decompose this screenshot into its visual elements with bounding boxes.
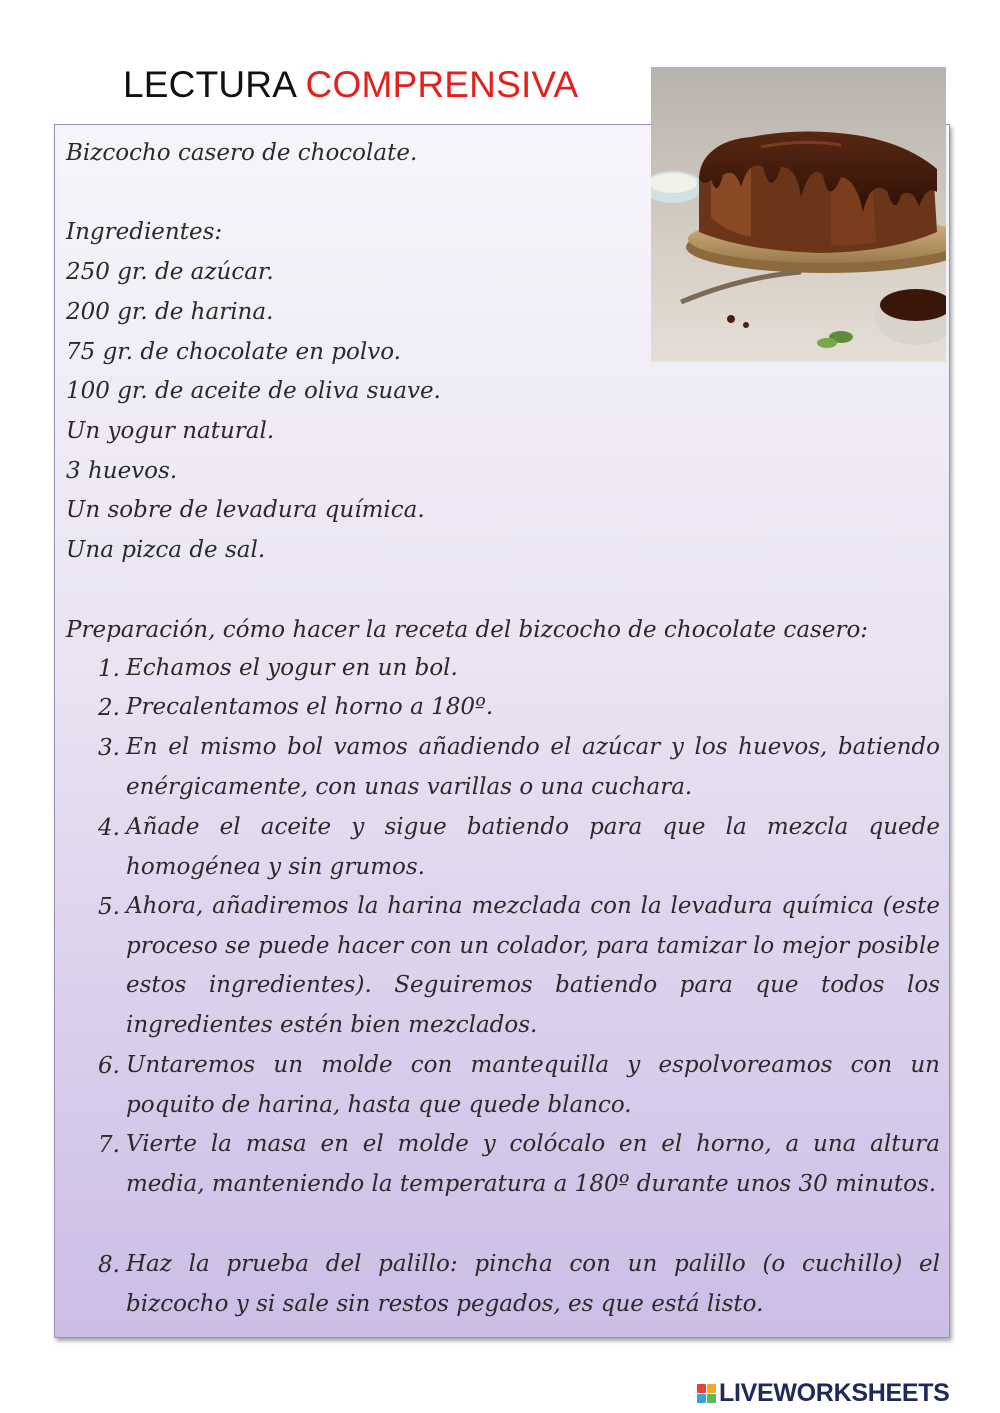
step-text: En el mismo bol vamos añadiendo el azúcar y los huevos, batiendo enérgicamente, con unas varillas o una cuchara.: [126, 734, 940, 800]
ingredient-item: 75 gr. de chocolate en polvo.: [66, 339, 401, 365]
ingredient-item: 3 huevos.: [66, 458, 178, 484]
step-number: 7.: [98, 1132, 120, 1158]
step-text: Untaremos un molde con mantequilla y espolvoreamos con un poquito de harina, hasta que quede blanco.: [126, 1052, 940, 1118]
recipe-name: Bizcocho casero de chocolate.: [66, 140, 418, 166]
step-text: Echamos el yogur en un bol.: [126, 655, 458, 681]
step-text: Haz la prueba del palillo: pincha con un palillo (o cuchillo) el bizcocho y si sale sin restos pegados, es que está listo.: [126, 1251, 940, 1317]
logo-square: [707, 1384, 716, 1393]
step-number: 3.: [98, 735, 120, 761]
ingredient-item: 200 gr. de harina.: [66, 299, 274, 325]
title-comprensiva: COMPRENSIVA: [305, 64, 579, 105]
preparation-heading: Preparación, cómo hacer la receta del bizcocho de chocolate casero:: [66, 617, 869, 643]
logo-squares-icon: [697, 1384, 716, 1403]
step-number: 1.: [98, 656, 120, 682]
ingredient-item: 100 gr. de aceite de oliva suave.: [66, 378, 441, 404]
page-title: [123, 64, 578, 106]
step-number: 2.: [98, 695, 120, 721]
liveworksheets-logo: [697, 1380, 950, 1406]
chocolate-cake-photo: [651, 67, 946, 362]
ingredients-heading: Ingredientes:: [66, 219, 223, 245]
step-text: Ahora, añadiremos la harina mezclada con la levadura química (este proceso se puede hacer con un colador, para tamizar lo mejor posible estos ingredientes). Seguiremos batiendo para que todos los ingredientes estén bien mezclados.: [126, 893, 940, 1038]
step-text: Añade el aceite y sigue batiendo para que la mezcla quede homogénea y sin grumos.: [126, 814, 940, 880]
logo-text: LIVEWORKSHEETS: [719, 1378, 950, 1407]
step-text: Vierte la masa en el molde y colócalo en el horno, a una altura media, manteniendo la temperatura a 180º durante unos 30 minutos.: [126, 1131, 940, 1197]
ingredient-item: 250 gr. de azúcar.: [66, 259, 274, 285]
cake-illustration: [651, 67, 946, 362]
step-text: Precalentamos el horno a 180º.: [126, 694, 494, 720]
logo-square: [697, 1384, 706, 1393]
ingredient-item: Una pizca de sal.: [66, 537, 266, 563]
logo-square: [697, 1394, 706, 1403]
step-number: 5.: [98, 894, 120, 920]
step-number: 8.: [98, 1252, 120, 1278]
step-number: 4.: [98, 815, 120, 841]
title-lectura: LECTURA: [123, 64, 306, 105]
step-number: 6.: [98, 1053, 120, 1079]
logo-square: [707, 1394, 716, 1403]
ingredient-item: Un sobre de levadura química.: [66, 497, 425, 523]
ingredient-item: Un yogur natural.: [66, 418, 275, 444]
